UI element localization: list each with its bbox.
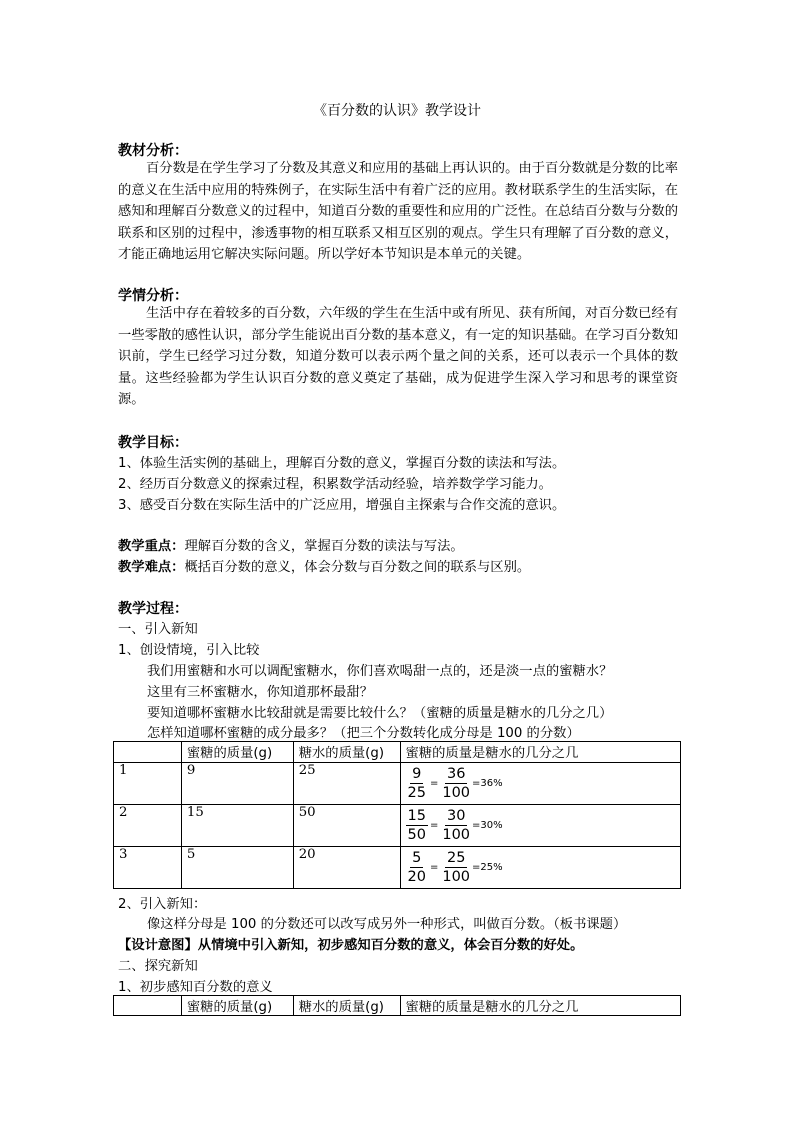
numerator: 30	[446, 808, 466, 824]
numerator: 36	[446, 766, 466, 782]
row-number: 1	[114, 763, 182, 805]
process-line: 要知道哪杯蜜糖水比较甜就是需要比较什么？（蜜糖的质量是糖水的几分之几）	[147, 706, 613, 721]
process-line: 这里有三杯蜜糖水，你知道那杯最甜？	[147, 685, 374, 700]
percent-value: =36%	[472, 778, 503, 789]
equals-sign: =	[429, 862, 439, 873]
fraction	[440, 807, 472, 844]
fraction	[406, 849, 428, 886]
water-mass: 25	[293, 763, 400, 805]
fraction	[440, 849, 472, 886]
percent-value: =30%	[472, 820, 503, 831]
numerator: 25	[446, 850, 466, 866]
analysis-heading: 教材分析：	[118, 143, 188, 159]
numerator: 9	[412, 766, 422, 782]
fraction-cell	[400, 805, 680, 847]
step2-text: 像这样分母是 100 的分数还可以改写成另外一种形式，叫做百分数。（板书课题）	[147, 917, 627, 932]
process-line: 我们用蜜糖和水可以调配蜜糖水，你们喜欢喝甜一点的，还是淡一点的蜜糖水？	[147, 664, 613, 679]
table-row	[114, 847, 681, 889]
difficult-point-text: 概括百分数的意义，体会分数与百分数之间的联系与区别。	[184, 560, 531, 575]
fraction-cell	[400, 763, 680, 805]
key-point-text: 理解百分数的含义，掌握百分数的读法与写法。	[184, 539, 464, 554]
difficult-point-label: 教学难点：	[118, 560, 185, 575]
table-header-cell	[114, 742, 182, 763]
analysis-paragraph: 百分数是在学生学习了分数及其意义和应用的基础上再认识的。由于百分数就是分数的比率的意义在生活中应用的特殊例子，在实际生活中有着广泛的应用。教材联系学生的生活实际，在感知和理解百分数意义的过程中，知道百分数的重要性和应用的广泛性。在总结百分数与分数的联系和区别的过程中，渗透事物的相互联系又相互区别的观点。学生只有理解了百分数的意义，才能正确地运用它解决实际问题。所以学好本节知识是本单元的关键。	[118, 161, 678, 262]
process-line: 怎样知道哪杯蜜糖的成分最多？（把三个分数转化成分母是 100 的分数）	[147, 726, 580, 741]
equals-sign: =	[429, 778, 439, 789]
process-step2: 2、引入新知：	[118, 897, 207, 912]
process-part2: 二、探究新知	[118, 959, 198, 974]
denominator: 25	[407, 785, 426, 801]
table-row	[114, 763, 681, 805]
percent-value: =25%	[472, 862, 503, 873]
denominator: 100	[442, 827, 471, 843]
honey-mass: 9	[181, 763, 293, 805]
table-header-row	[114, 996, 681, 1016]
denominator: 100	[442, 869, 471, 885]
table-header-cell: 蜜糖的质量是糖水的几分之几	[400, 996, 680, 1016]
table-header-cell	[114, 996, 182, 1016]
goal-item: 2、经历百分数意义的探索过程，积累数学活动经验，培养数学学习能力。	[118, 477, 552, 492]
row-number: 3	[114, 847, 182, 889]
table-row	[114, 805, 681, 847]
table-header-cell: 蜜糖的质量(g)	[181, 742, 293, 763]
students-paragraph: 生活中存在着较多的百分数，六年级的学生在生活中或有所见、获有所闻，对百分数已经有一些零散的感性认识，部分学生能说出百分数的基本意义，有一定的知识基础。在学习百分数知识前，学生已经学习过分数，知道分数可以表示两个量之间的关系，还可以表示一个具体的数量。这些经验都为学生认识百分数的意义奠定了基础，成为促进学生深入学习和思考的课堂资源。	[118, 306, 678, 407]
difficult-point	[118, 556, 530, 575]
fraction	[406, 765, 428, 802]
table-header-cell: 蜜糖的质量(g)	[181, 996, 293, 1016]
key-point	[118, 535, 464, 554]
students-heading: 学情分析：	[118, 288, 188, 304]
process-step3: 1、初步感知百分数的意义	[118, 980, 273, 995]
fraction	[440, 765, 472, 802]
design-intent: 【设计意图】从情境中引入新知，初步感知百分数的意义，体会百分数的好处。	[118, 938, 584, 953]
process-heading: 教学过程：	[118, 601, 188, 617]
denominator: 100	[442, 785, 471, 801]
numerator: 5	[412, 850, 422, 866]
fraction-cell	[400, 847, 680, 889]
goal-item: 3、感受百分数在实际生活中的广泛应用，增强自主探索与合作交流的意识。	[118, 498, 566, 513]
equals-sign: =	[429, 820, 439, 831]
goals-heading: 教学目标：	[118, 435, 188, 451]
key-point-label: 教学重点：	[118, 539, 185, 554]
water-mass: 20	[293, 847, 400, 889]
process-step1: 1、创设情境，引入比较	[118, 643, 260, 658]
honey-mass: 15	[181, 805, 293, 847]
goal-item: 1、体验生活实例的基础上，理解百分数的意义，掌握百分数的读法和写法。	[118, 456, 566, 471]
numerator: 15	[407, 808, 426, 824]
fraction	[406, 807, 428, 844]
table-header-cell: 糖水的质量(g)	[293, 996, 400, 1016]
sugar-table	[113, 741, 681, 889]
denominator: 50	[407, 827, 426, 843]
process-part1: 一、引入新知	[118, 622, 198, 637]
denominator: 20	[407, 869, 426, 885]
table-header-row	[114, 742, 681, 763]
table-header-cell: 糖水的质量(g)	[293, 742, 400, 763]
water-mass: 50	[293, 805, 400, 847]
honey-mass: 5	[181, 847, 293, 889]
document-title: 《百分数的认识》教学设计	[313, 103, 481, 119]
row-number: 2	[114, 805, 182, 847]
sugar-table-2	[113, 995, 681, 1016]
table-header-cell: 蜜糖的质量是糖水的几分之几	[400, 742, 680, 763]
